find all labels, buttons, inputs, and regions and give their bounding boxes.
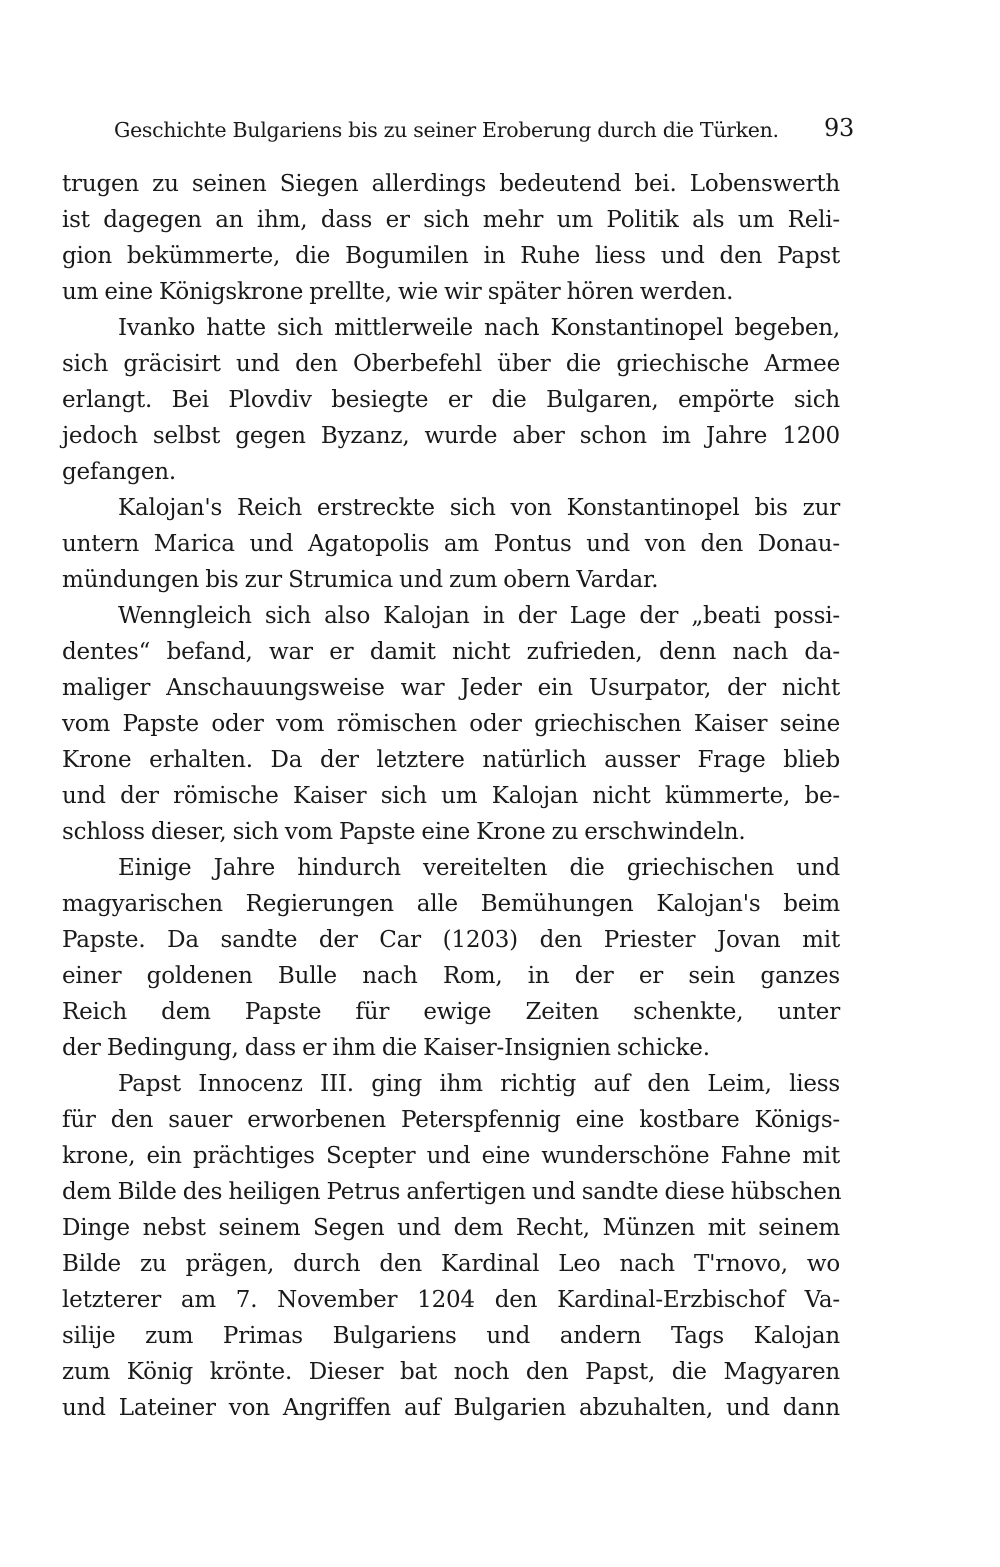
running-header [114,114,854,148]
text-line: dem Bilde des heiligen Petrus anfertigen und sandte diese hübschen [62,1179,842,1205]
text-line: um eine Königskrone prellte, wie wir später hören werden. [62,279,734,305]
text-line: Papst Innocenz III. ging ihm richtig auf den Leim, liess [118,1071,840,1097]
text-line: und Lateiner von Angriffen auf Bulgarien abzuhalten, und dann [62,1395,840,1421]
text-line: dentes“ befand, war er damit nicht zufrieden, denn nach da- [62,639,840,665]
text-line: silije zum Primas Bulgariens und andern Tags Kalojan [62,1323,840,1349]
text-line: Einige Jahre hindurch vereitelten die griechischen und [118,855,840,881]
text-line: untern Marica und Agatopolis am Pontus und von den Donau- [62,531,840,557]
paragraph-2 [62,310,840,490]
text-line: Ivanko hatte sich mittlerweile nach Konstantinopel begeben, [118,315,840,341]
text-line: jedoch selbst gegen Byzanz, wurde aber schon im Jahre 1200 [62,423,840,449]
text-line: gion bekümmerte, die Bogumilen in Ruhe liess und den Papst [62,243,840,269]
paragraph-5 [62,850,840,1066]
text-line: mündungen bis zur Strumica und zum obern Vardar. [62,567,659,593]
text-line: Bilde zu prägen, durch den Kardinal Leo nach T'rnovo, wo [62,1251,840,1277]
page-number: 93 [824,114,854,142]
text-line: magyarischen Regierungen alle Bemühungen Kalojan's beim [62,891,840,917]
text-line: krone, ein prächtiges Scepter und eine wunderschöne Fahne mit [62,1143,840,1169]
text-line: Wenngleich sich also Kalojan in der Lage der „beati possi- [118,603,840,629]
text-line: Kalojan's Reich erstreckte sich von Konstantinopel bis zur [118,495,840,521]
text-line: Reich dem Papste für ewige Zeiten schenkte, unter [62,999,840,1025]
text-line: für den sauer erworbenen Peterspfennig eine kostbare Königs- [62,1107,840,1133]
text-line: einer goldenen Bulle nach Rom, in der er sein ganzes [62,963,840,989]
paragraph-1 [62,166,840,310]
text-line: sich gräcisirt und den Oberbefehl über die griechische Armee [62,351,840,377]
text-line: zum König krönte. Dieser bat noch den Papst, die Magyaren [62,1359,840,1385]
paragraph-3 [62,490,840,598]
text-line: und der römische Kaiser sich um Kalojan nicht kümmerte, be- [62,783,840,809]
paragraph-6 [62,1066,840,1426]
text-line: letzterer am 7. November 1204 den Kardinal-Erzbischof Va- [62,1287,840,1313]
text-line: vom Papste oder vom römischen oder griechischen Kaiser seine [62,711,840,737]
text-line: der Bedingung, dass er ihm die Kaiser-Insignien schicke. [62,1035,710,1061]
running-title: Geschichte Bulgariens bis zu seiner Eroberung durch die Türken. [114,118,779,142]
body-text [62,166,840,1426]
text-line: gefangen. [62,459,177,485]
text-line: Krone erhalten. Da der letztere natürlich ausser Frage blieb [62,747,840,773]
text-line: Dinge nebst seinem Segen und dem Recht, Münzen mit seinem [62,1215,840,1241]
text-line: trugen zu seinen Siegen allerdings bedeutend bei. Lobenswerth [62,171,840,197]
text-line: ist dagegen an ihm, dass er sich mehr um Politik als um Reli- [62,207,840,233]
text-line: Papste. Da sandte der Car (1203) den Priester Jovan mit [62,927,840,953]
text-line: maliger Anschauungsweise war Jeder ein Usurpator, der nicht [62,675,840,701]
text-line: erlangt. Bei Plovdiv besiegte er die Bulgaren, empörte sich [62,387,840,413]
paragraph-4 [62,598,840,850]
text-line: schloss dieser, sich vom Papste eine Krone zu erschwindeln. [62,819,746,845]
